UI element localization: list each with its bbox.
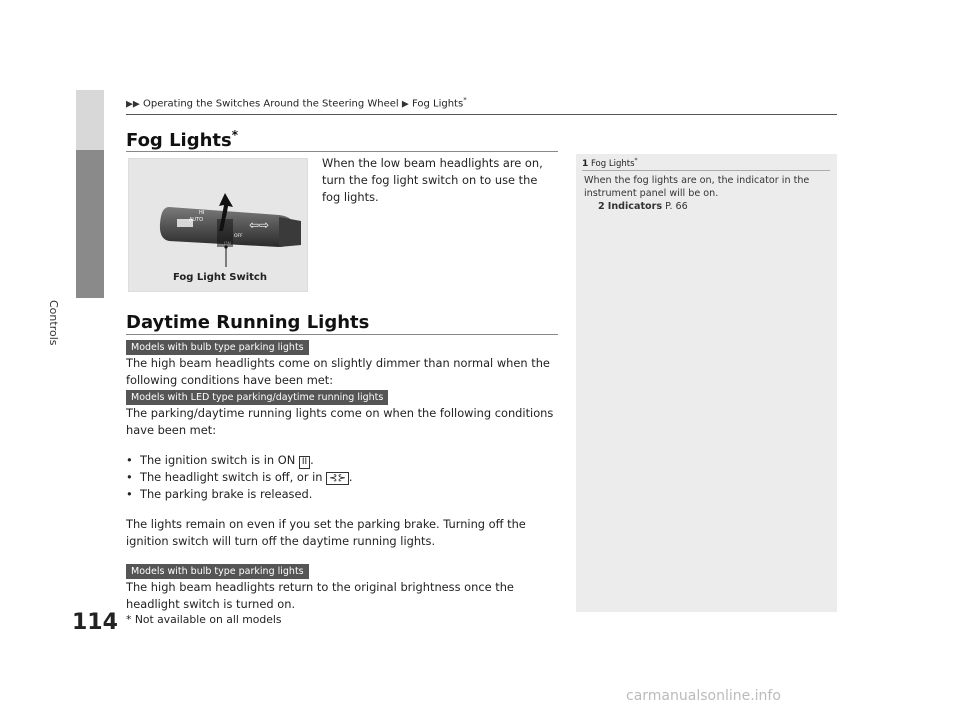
section-label: Controls [47,300,60,346]
drl-heading-rule [126,334,558,335]
sidebar-marker-icon: 1 [582,158,589,169]
page-number: 114 [72,610,118,635]
section-tab-top [76,90,104,150]
condition-suffix: . [348,470,353,484]
breadcrumb-arrow-icon: ▶ [401,99,409,110]
sidebar-reference[interactable] [584,200,826,213]
parking-light-icon: ⊰⊱ [326,472,349,485]
sidebar-text [584,174,826,213]
conditions-list [126,452,558,503]
breadcrumb-part1[interactable]: Operating the Switches Around the Steering Wheel [143,98,399,110]
fog-heading-rule [126,151,558,152]
condition-suffix: . [310,453,314,467]
sidebar-body: When the fog lights are on, the indicator in the instrument panel will be on. [584,175,810,199]
breadcrumb-star: * [463,96,467,104]
condition-headlight: The headlight switch is off, or in [140,470,327,484]
reference-page[interactable]: P. 66 [665,201,688,212]
fog-lights-heading [126,128,238,151]
footnote: * Not available on all models [126,613,282,626]
figure-label-auto: AUTO [189,217,204,223]
reference-label[interactable]: Indicators [607,201,663,212]
figure-caption: Fog Light Switch [173,272,267,283]
badge-bulb-type: Models with bulb type parking lights [126,340,309,355]
fog-light-switch-figure [128,158,308,292]
condition-parking-brake: The parking brake is released. [140,487,313,501]
figure-label-hi: HI [199,210,205,216]
ignition-key-icon: II [299,456,310,469]
list-item: • The headlight switch is off, or in ⊰⊱ . [126,470,353,484]
fog-light-switch-illustration [129,159,307,291]
section-tab [76,150,104,298]
figure-label-off: OFF [234,234,243,239]
breadcrumb-part2[interactable]: Fog Lights [411,98,464,110]
drl-heading: Daytime Running Lights [126,312,370,333]
list-item: • The parking brake is released. [126,487,313,501]
watermark: carmanualsonline.info [626,688,781,704]
fog-lights-title: Fog Lights [126,130,232,151]
sidebar-note [576,154,837,612]
breadcrumb [126,96,467,109]
drl-text-bulb: The high beam headlights come on slightly dimmer than normal when the following conditions have been met: [126,356,550,387]
breadcrumb-arrow-icon: ▶▶ [126,99,140,110]
fog-description: When the low beam headlights are on, turn the fog light switch on to use the fog lights. [322,156,543,204]
drl-text-bulb-2: The high beam headlights return to the original brightness once the headlight switch is turned on. [126,580,514,611]
turn-signal-arrows-icon: ⇦⇨ [249,218,270,232]
drl-text-led: The parking/daytime running lights come on when the following conditions have been met: [126,406,554,437]
sidebar-rule [582,170,830,171]
fog-lights-title-star: * [231,128,239,142]
sidebar-title-text: Fog Lights [590,158,635,169]
sidebar-title [582,157,638,169]
condition-ignition: The ignition switch is in ON [140,453,299,467]
header-rule [126,114,837,115]
badge-bulb-type-2: Models with bulb type parking lights [126,564,309,579]
sidebar-title-star: * [634,157,638,164]
badge-led-type: Models with LED type parking/daytime running lights [126,390,388,405]
list-item: • The ignition switch is in ON II . [126,453,314,467]
reference-arrow-icon: 2 [598,201,605,212]
drl-remain-text: The lights remain on even if you set the parking brake. Turning off the ignition switch will turn off the daytime running lights. [126,517,526,548]
